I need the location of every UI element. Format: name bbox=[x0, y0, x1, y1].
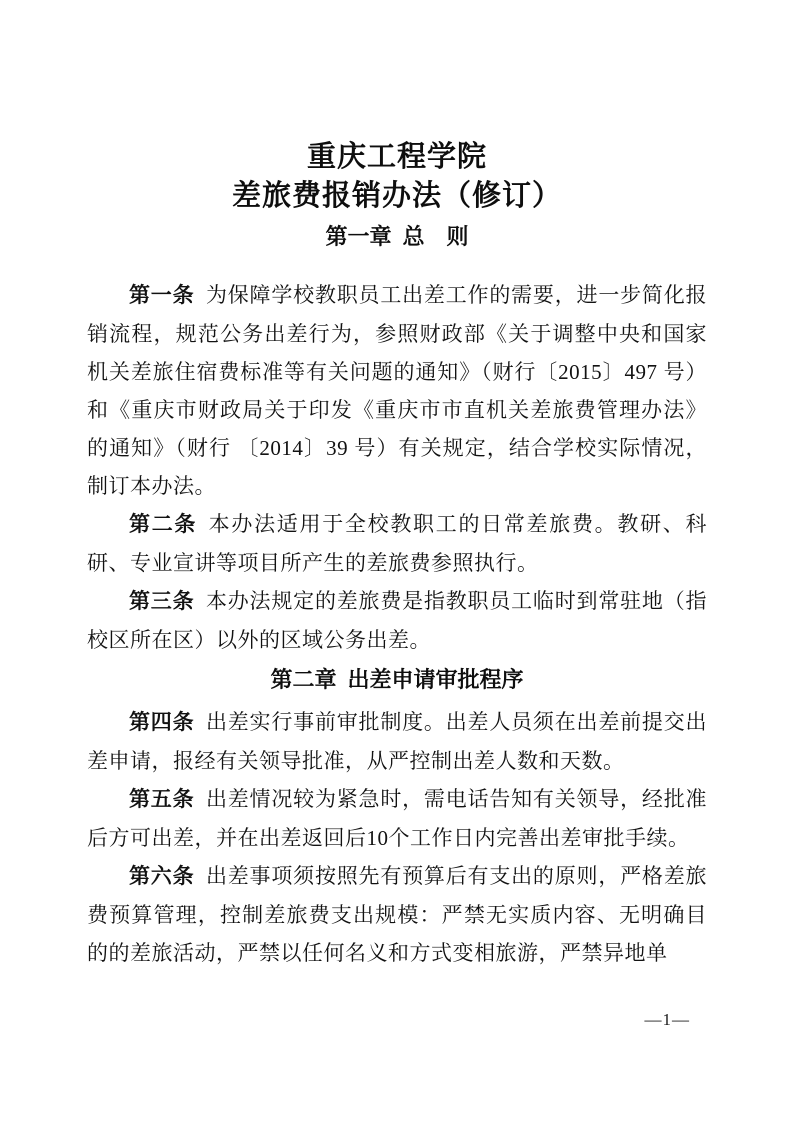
article-6-text: 出差事项须按照先有预算后有支出的原则，严格差旅费预算管理，控制差旅费支出规模：严禁无实质内容、无明确目的的差旅活动，严禁以任何名义和方式变相旅游，严禁异地单 bbox=[87, 864, 708, 965]
article-5-label: 第五条 bbox=[129, 788, 195, 811]
article-1-text: 为保障学校教职员工出差工作的需要，进一步简化报销流程，规范公务出差行为，参照财政部《关于调整中央和国家机关差旅住宿费标准等有关问题的通知》（财行〔2015〕497 号）和《重庆市财政局关于印发《重庆市市直机关差旅费管理办法》的通知》（财行 〔2014〕39 号）有关规定，结合学校实际情况，制订本办法。 bbox=[87, 283, 708, 498]
article-6-label: 第六条 bbox=[129, 865, 195, 888]
article-2-paragraph bbox=[87, 505, 707, 582]
article-3-label: 第三条 bbox=[129, 590, 195, 613]
article-4-text: 出差实行事前审批制度。出差人员须在出差前提交出差申请，报经有关领导批准，从严控制出差人数和天数。 bbox=[87, 710, 708, 773]
article-5-paragraph bbox=[87, 780, 707, 857]
article-2-text: 本办法适用于全校教职工的日常差旅费。教研、科研、专业宣讲等项目所产生的差旅费参照执行。 bbox=[87, 512, 708, 575]
page-number: —1— bbox=[644, 1010, 690, 1029]
article-3-paragraph bbox=[87, 582, 707, 659]
article-2-label: 第二条 bbox=[129, 513, 198, 536]
article-4-label: 第四条 bbox=[129, 711, 195, 734]
article-1-label: 第一条 bbox=[129, 284, 195, 307]
title-line-2: 差旅费报销办法（修订） bbox=[231, 180, 562, 212]
document-content bbox=[87, 138, 707, 972]
article-5-text: 出差情况较为紧急时，需电话告知有关领导，经批准后方可出差，并在出差返回后10个工作日内完善出差审批手续。 bbox=[87, 787, 708, 850]
article-1-paragraph bbox=[87, 276, 707, 505]
document-body bbox=[87, 276, 707, 972]
article-6-paragraph bbox=[87, 857, 707, 972]
chapter-1-label: 第一章 bbox=[325, 224, 392, 249]
chapter-2-title: 出差申请审批程序 bbox=[347, 667, 524, 692]
title-line-1: 重庆工程学院 bbox=[306, 141, 487, 173]
article-4-paragraph bbox=[87, 703, 707, 780]
chapter-1-heading bbox=[87, 224, 707, 250]
chapter-2-heading bbox=[87, 667, 707, 693]
chapter-1-title: 总 则 bbox=[402, 224, 469, 249]
document-title bbox=[87, 138, 707, 216]
chapter-2-label: 第二章 bbox=[270, 667, 337, 692]
article-3-text: 本办法规定的差旅费是指教职员工临时到常驻地（指校区所在区）以外的区域公务出差。 bbox=[87, 589, 708, 652]
